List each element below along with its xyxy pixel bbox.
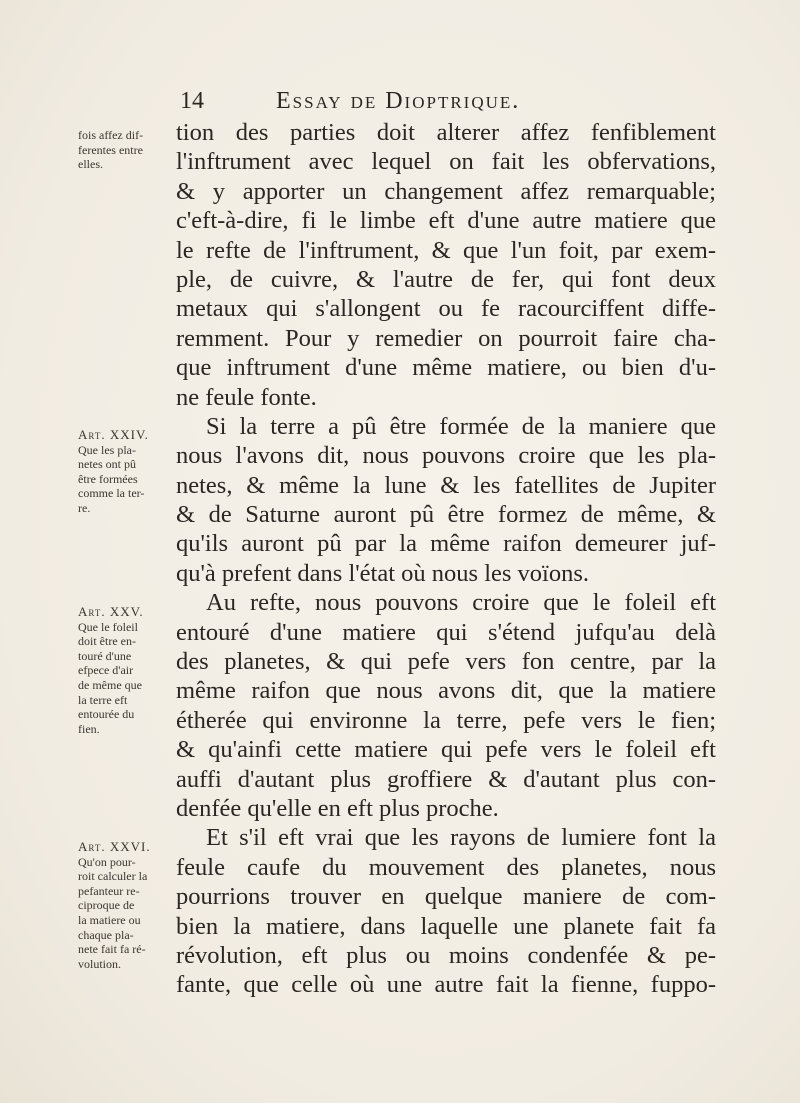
margin-note-line: entourée du	[78, 707, 135, 722]
margin-note-art-xxvi	[78, 840, 178, 971]
text-line: entouré d'une matiere qui s'étend jufqu'au delà	[176, 618, 716, 646]
margin-note-line: pefanteur re-	[78, 883, 140, 898]
text-line: ple, de cuivre, & l'autre de fer, qui font deux	[176, 265, 716, 293]
article-label: Art. XXIV.	[78, 427, 149, 442]
text-line: c'eft-à-dire, fi le limbe eft d'une autre matiere que	[176, 207, 716, 235]
page-header	[180, 86, 720, 120]
text-line: pourrions trouver en quelque maniere de com-	[176, 883, 716, 911]
page-number: 14	[180, 88, 204, 114]
margin-note-line: Que les pla-	[78, 442, 136, 457]
text-line: & de Saturne auront pû être formez de même, &	[176, 501, 716, 529]
text-line: Si la terre a pû être formée de la maniere que	[206, 412, 716, 440]
margin-note-line: doit être en-	[78, 634, 136, 649]
running-title: Essay de Dioptrique.	[276, 88, 521, 114]
text-line: fante, que celle où une autre fait la fienne, fuppo-	[176, 971, 716, 999]
text-line: Au refte, nous pouvons croire que le foleil eft	[206, 589, 716, 617]
text-line: qu'à prefent dans l'état où nous les voïons.	[176, 559, 589, 587]
text-line: feule caufe du mouvement des planetes, nous	[176, 853, 716, 881]
margin-note-line: Qu'on pour-	[78, 854, 136, 869]
text-line: ne feule fonte.	[176, 383, 317, 411]
margin-note-art-xxiv	[78, 428, 178, 516]
margin-note-line: elles.	[78, 157, 103, 172]
margin-note-line: touré d'une	[78, 648, 132, 663]
text-line: l'inftrument avec lequel on fait les obfervations,	[176, 148, 716, 176]
article-label: Art. XXVI.	[78, 839, 151, 854]
text-line: Et s'il eft vrai que les rayons de lumiere font la	[206, 824, 716, 852]
margin-note-line: la matiere ou	[78, 912, 141, 927]
text-line: & qu'ainfi cette matiere qui pefe vers le foleil eft	[176, 736, 716, 764]
text-line: des planetes, & qui pefe vers fon centre, par la	[176, 648, 716, 676]
text-line: remment. Pour y remedier on pourroit faire cha-	[176, 324, 716, 352]
margin-note-line: de même que	[78, 677, 142, 692]
margin-note-line: efpece d'air	[78, 663, 134, 678]
margin-note-line: nete fait fa ré-	[78, 942, 146, 957]
text-line: même raifon que nous avons dit, que la matiere	[176, 677, 716, 705]
margin-note-line: netes ont pû	[78, 457, 136, 472]
margin-note-line: chaque pla-	[78, 927, 134, 942]
margin-note-line: Que le foleil	[78, 619, 138, 634]
margin-note-continuation	[78, 128, 178, 172]
body-text	[176, 118, 716, 1000]
text-line: que inftrument d'une même matiere, ou bien d'u-	[176, 354, 716, 382]
text-line: nous l'avons dit, nous pouvons croire que les pla-	[176, 442, 716, 470]
margin-note-line: volution.	[78, 956, 122, 971]
margin-note-line: fien.	[78, 721, 100, 736]
margin-note-line: roit calculer la	[78, 869, 148, 884]
text-line: tion des parties doit alterer affez fenfiblement	[176, 119, 716, 146]
margin-note-art-xxv	[78, 605, 178, 736]
margin-note-line: fois affez dif-	[78, 128, 144, 142]
text-line: & y apporter un changement affez remarquable;	[176, 177, 716, 205]
text-line: denfée qu'elle en eft plus proche.	[176, 794, 499, 822]
text-line: étherée qui environne la terre, pefe vers le fien;	[176, 706, 716, 734]
text-line: qu'ils auront pû par la même raifon demeurer juf-	[176, 530, 716, 558]
text-line: le refte de l'inftrument, & que l'un foit, par exem-	[176, 236, 716, 264]
margin-note-line: re.	[78, 500, 91, 515]
text-line: révolution, eft plus ou moins condenfée & pe-	[176, 941, 716, 969]
margin-note-line: ciproque de	[78, 898, 135, 913]
margin-note-line: comme la ter-	[78, 486, 145, 501]
text-line: metaux qui s'allongent ou fe racourciffent diffe-	[176, 295, 716, 323]
text-line: netes, & même la lune & les fatellites de Jupiter	[176, 471, 716, 499]
margin-note-line: la terre eft	[78, 692, 128, 707]
margin-note-line: être formées	[78, 471, 138, 486]
article-label: Art. XXV.	[78, 604, 144, 619]
text-line: bien la matiere, dans laquelle une planete fait fa	[176, 912, 716, 940]
margin-note-line: ferentes entre	[78, 142, 143, 157]
text-line: auffi d'autant plus groffiere & d'autant plus con-	[176, 765, 716, 793]
